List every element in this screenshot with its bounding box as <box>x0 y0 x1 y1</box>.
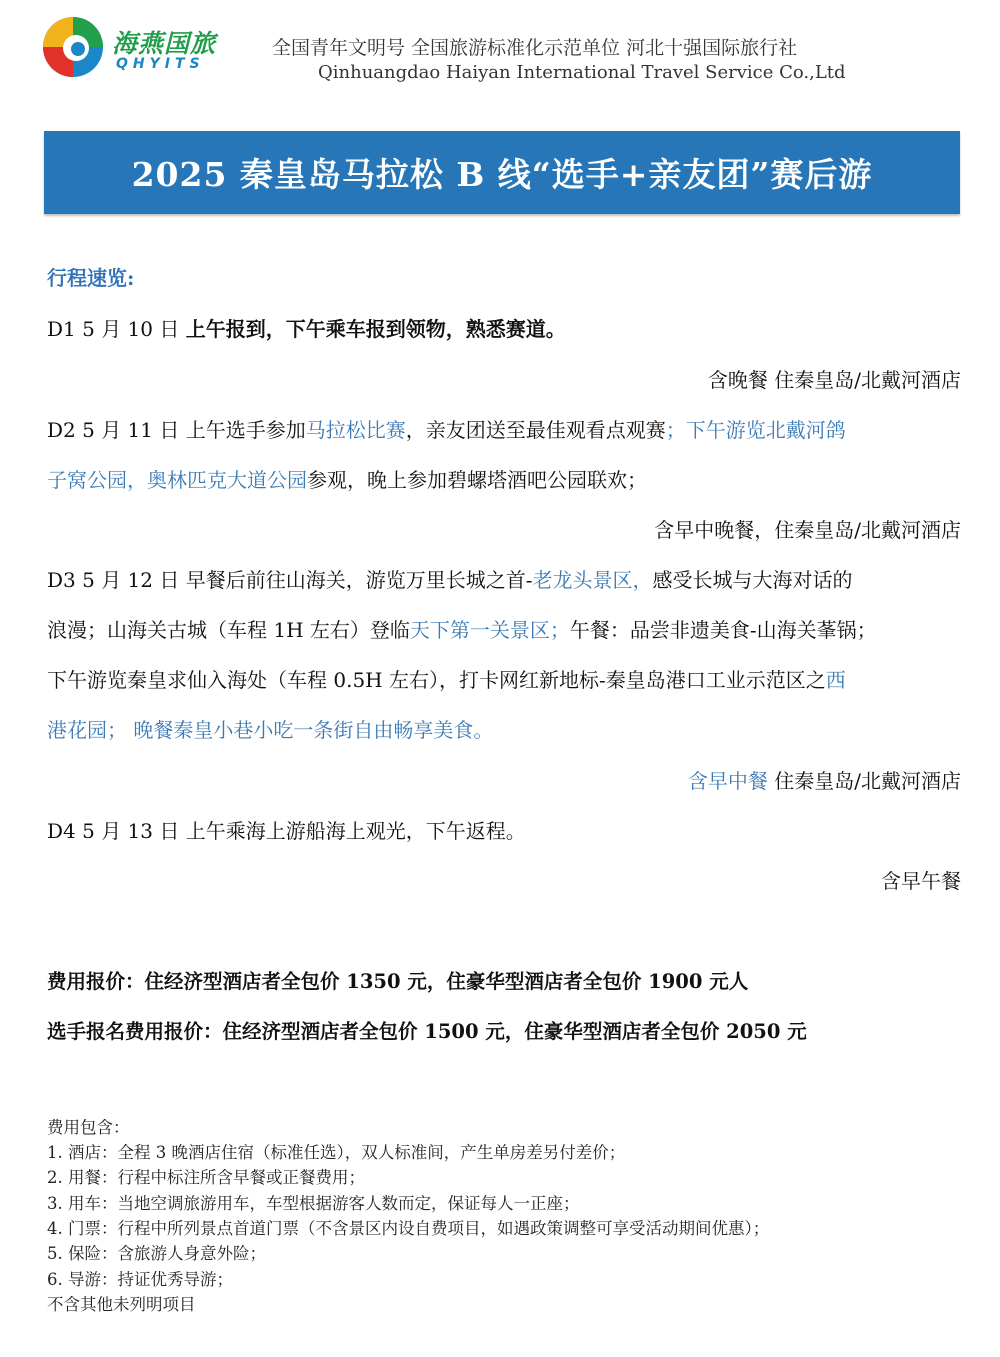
logo-chinese-name: 海燕国旅 <box>112 29 217 58</box>
inclusions-footer: 不含其他未列明项目 <box>47 1295 196 1314</box>
company-logo <box>40 14 240 80</box>
inclusion-item: 2. 用餐：行程中标注所含早餐或正餐费用； <box>47 1168 365 1187</box>
day2-highlight-d: ；下午游览北戴河鸽 <box>665 418 846 442</box>
inclusion-item: 1. 酒店：全程 3 晚酒店住宿（标准任选），双人标准间，产生单房差另付差价； <box>47 1143 626 1162</box>
marathon-highlight: 马拉松比赛 <box>305 418 406 442</box>
day2-text-a: 上午选手参加 <box>185 418 306 442</box>
inclusion-item: 6. 导游：持证优秀导游； <box>47 1270 233 1289</box>
day2-line2 <box>47 466 961 494</box>
day2-text-c: ，亲友团送至最佳观看点观赛 <box>405 418 666 442</box>
inclusions-title: 费用包含： <box>47 1118 130 1137</box>
day3-hotel: 住秦皇岛/北戴河酒店 <box>767 769 961 793</box>
day2-text-e: 参观，晚上参加碧螺塔酒吧公园联欢； <box>307 468 647 492</box>
day4-text: 上午乘海上游船海上观光，下午返程。 <box>185 819 526 843</box>
logo-english-name: QHYITS <box>116 56 205 72</box>
inclusion-item: 4. 门票：行程中所列景点首道门票（不含景区内设自费项目，如遇政策调整可享受活动期间优惠）； <box>47 1219 770 1238</box>
day1-label: D1 5 月 10 日 <box>47 317 180 341</box>
itinerary-heading: 行程速览: <box>47 266 135 290</box>
day4-meals: 含早午餐 <box>881 869 961 893</box>
day3-line3 <box>47 666 961 694</box>
swirl-logo-icon <box>40 14 106 80</box>
day3-label: D3 5 月 12 日 <box>47 568 180 592</box>
title-banner <box>44 131 960 214</box>
day3-text-f: 下午游览秦皇求仙入海处（车程 0.5H 左右），打卡网红新地标-秦皇岛港口工业示范区之 <box>47 668 826 692</box>
day1-line <box>47 315 961 343</box>
price-line-1: 费用报价：住经济型酒店者全包价 1350 元，住豪华型酒店者全包价 1900 元人 <box>47 970 749 993</box>
tianxia-highlight: 天下第一关景区； <box>409 618 570 642</box>
header <box>0 0 1000 110</box>
day1-text: 上午报到，下午乘车报到领物，熟悉赛道。 <box>185 317 566 341</box>
laolongtou-highlight: 老龙头景区， <box>532 568 653 592</box>
day4-label: D4 5 月 13 日 <box>47 819 180 843</box>
inclusion-item: 3. 用车：当地空调旅游用车，车型根据游客人数而定，保证每人一正座； <box>47 1194 580 1213</box>
day3-text-e: 午餐：品尝非遗美食-山海关莑锅； <box>569 618 877 642</box>
header-tagline: 全国青年文明号 全国旅游标准化示范单位 河北十强国际旅行社 <box>272 37 798 59</box>
price-line-2: 选手报名费用报价：住经济型酒店者全包价 1500 元，住豪华型酒店者全包价 2050 元 <box>47 1020 807 1043</box>
day2-meals-hotel: 含早中晚餐，住秦皇岛/北戴河酒店 <box>654 518 961 542</box>
day3-line1 <box>47 566 961 594</box>
day3-highlight-g: 西 <box>825 668 846 692</box>
day3-text-d: 浪漫；山海关古城（车程 1H 左右）登临 <box>47 618 410 642</box>
day3-line4: 港花园； 晚餐秦皇小巷小吃一条街自由畅享美食。 <box>47 718 494 742</box>
company-name: Qinhuangdao Haiyan International Travel Service Co.,Ltd <box>318 62 846 83</box>
day3-meals-hotel <box>47 767 961 795</box>
day3-meals: 含早中餐 <box>687 769 768 793</box>
day4-line <box>47 817 961 845</box>
page-title: 2025 秦皇岛马拉松 B 线“选手+亲友团”赛后游 <box>131 155 873 194</box>
day1-meals-hotel: 含晚餐 住秦皇岛/北戴河酒店 <box>707 368 961 392</box>
day2-park-highlight: 子窝公园，奥林匹克大道公园 <box>47 468 307 492</box>
day3-text-a: 早餐后前往山海关，游览万里长城之首- <box>185 568 533 592</box>
day2-label: D2 5 月 11 日 <box>47 418 180 442</box>
day3-line2 <box>47 616 961 644</box>
inclusion-item: 5. 保险：含旅游人身意外险； <box>47 1244 266 1263</box>
day2-line1 <box>47 416 961 444</box>
day3-text-c: 感受长城与大海对话的 <box>652 568 853 592</box>
